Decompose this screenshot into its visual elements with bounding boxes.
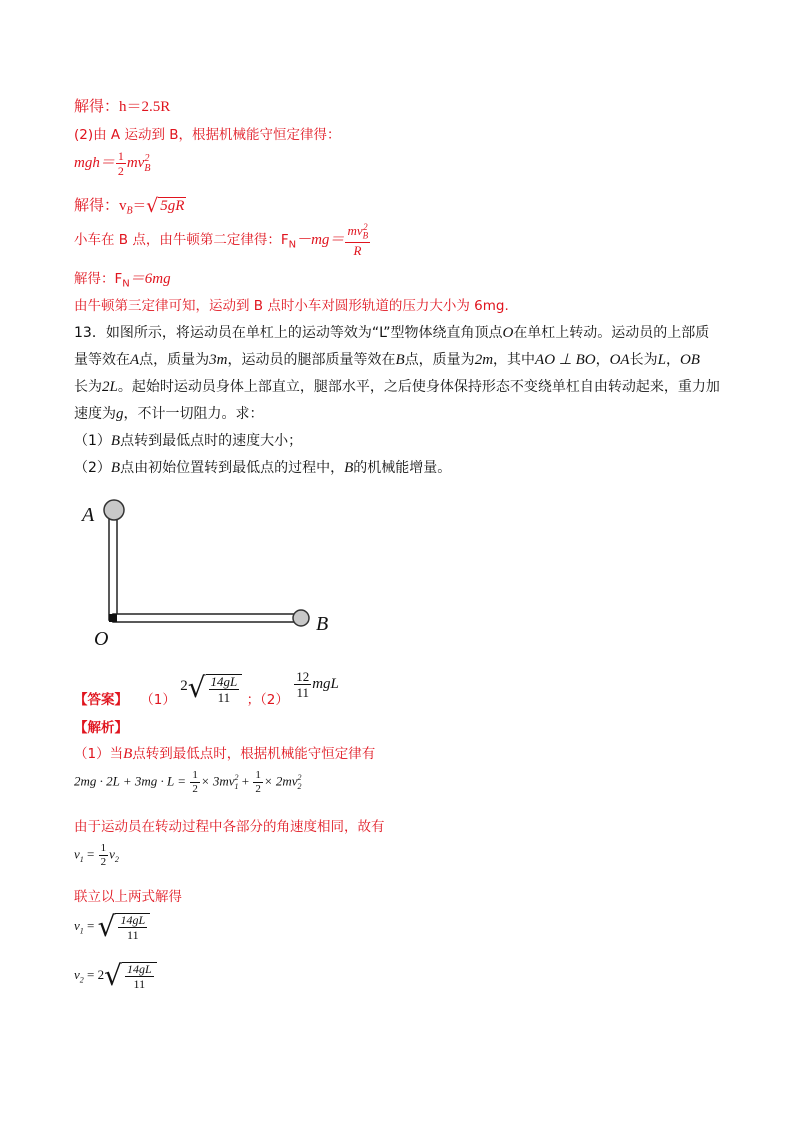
question-part-1: （1）B点转到最低点时的速度大小；: [74, 433, 303, 449]
label-a: A: [82, 504, 95, 526]
solution-line-2: (2)由 A 运动到 B，根据机械能守恒定律得：: [74, 127, 341, 143]
solution-line-1: 解得：h＝2.5R: [74, 99, 171, 115]
solution-equation-energy: mgh＝ $\frac{1}{2}$ $mv_B^2$: [74, 149, 151, 178]
solution-line-newton: 小车在 B 点，由牛顿第二定律得：$F_N-mg=$ $\frac{mv_B^2}{R}$: [74, 222, 369, 258]
analysis-line-3: 联立以上两式解得: [74, 889, 182, 905]
l-shape-figure: [70, 490, 350, 660]
analysis-equation-v1: $v_1$ = √ $\frac{14gL}{11}$: [74, 913, 150, 941]
mass-b: [293, 610, 309, 626]
question-text: 13．如图所示，将运动员在单杠上的运动等效为“L”型物体绕直角顶点O在单杠上转动。运动员的上部质 量等效在A点，质量为3m，运动员的腿部质量等效在B点，质量为2m，其中AO ⊥ BO，OA长为L，OB 长为2L。起始时运动员身体上部直立，腿部水平，之后使身体保持形态不变绕单杠自由转动起来，重力加 速度为g，不计一切阻力。求： （1）B点转到最低点时的速度大小； （2）B点由初始位置转到最低点的过程中，B的机械能增量。: [74, 325, 720, 476]
label-o: O: [94, 628, 109, 650]
analysis-line-1: （1）当B点转到最低点时，根据机械能守恒定律有: [74, 746, 376, 762]
pivot-o: [109, 614, 117, 622]
solution-line-conclusion: 由牛顿第三定律可知，运动到 B 点时小车对圆形轨道的压力大小为 6mg.: [74, 298, 509, 314]
analysis-tag: 【解析】: [74, 720, 128, 736]
solution-line-fn: 解得：$F_N=6mg$: [74, 271, 171, 290]
mass-a: [104, 500, 124, 520]
answer-line: 【答案】 （1） 2 √ $\frac{14gL}{11}$ ；（2） $\frac{12}{11}$ mgL: [74, 669, 339, 708]
analysis-equation-ratio: $v_1$ = $\frac{1}{2}$ $v_2$: [74, 842, 119, 868]
question-part-2: （2）B点由初始位置转到最低点的过程中，B的机械能增量。: [74, 460, 452, 476]
solution-line-vb: 解得：$v_B=$ √ 5gR: [74, 194, 185, 217]
label-b: B: [316, 613, 329, 635]
question-13: [74, 320, 724, 482]
analysis-line-2: 由于运动员在转动过程中各部分的角速度相同，故有: [74, 819, 385, 835]
analysis-equation-energy: 2mg · 2L + 3mg · L = $\frac{1}{2}$ × $3mv_1^2$ + $\frac{1}{2}$ × $2mv_2^2$: [74, 769, 302, 795]
rod-oa: [109, 518, 117, 620]
analysis-equation-v2: $v_2 = 2$ √ $\frac{14gL}{11}$: [74, 962, 157, 990]
rod-ob: [113, 614, 301, 622]
